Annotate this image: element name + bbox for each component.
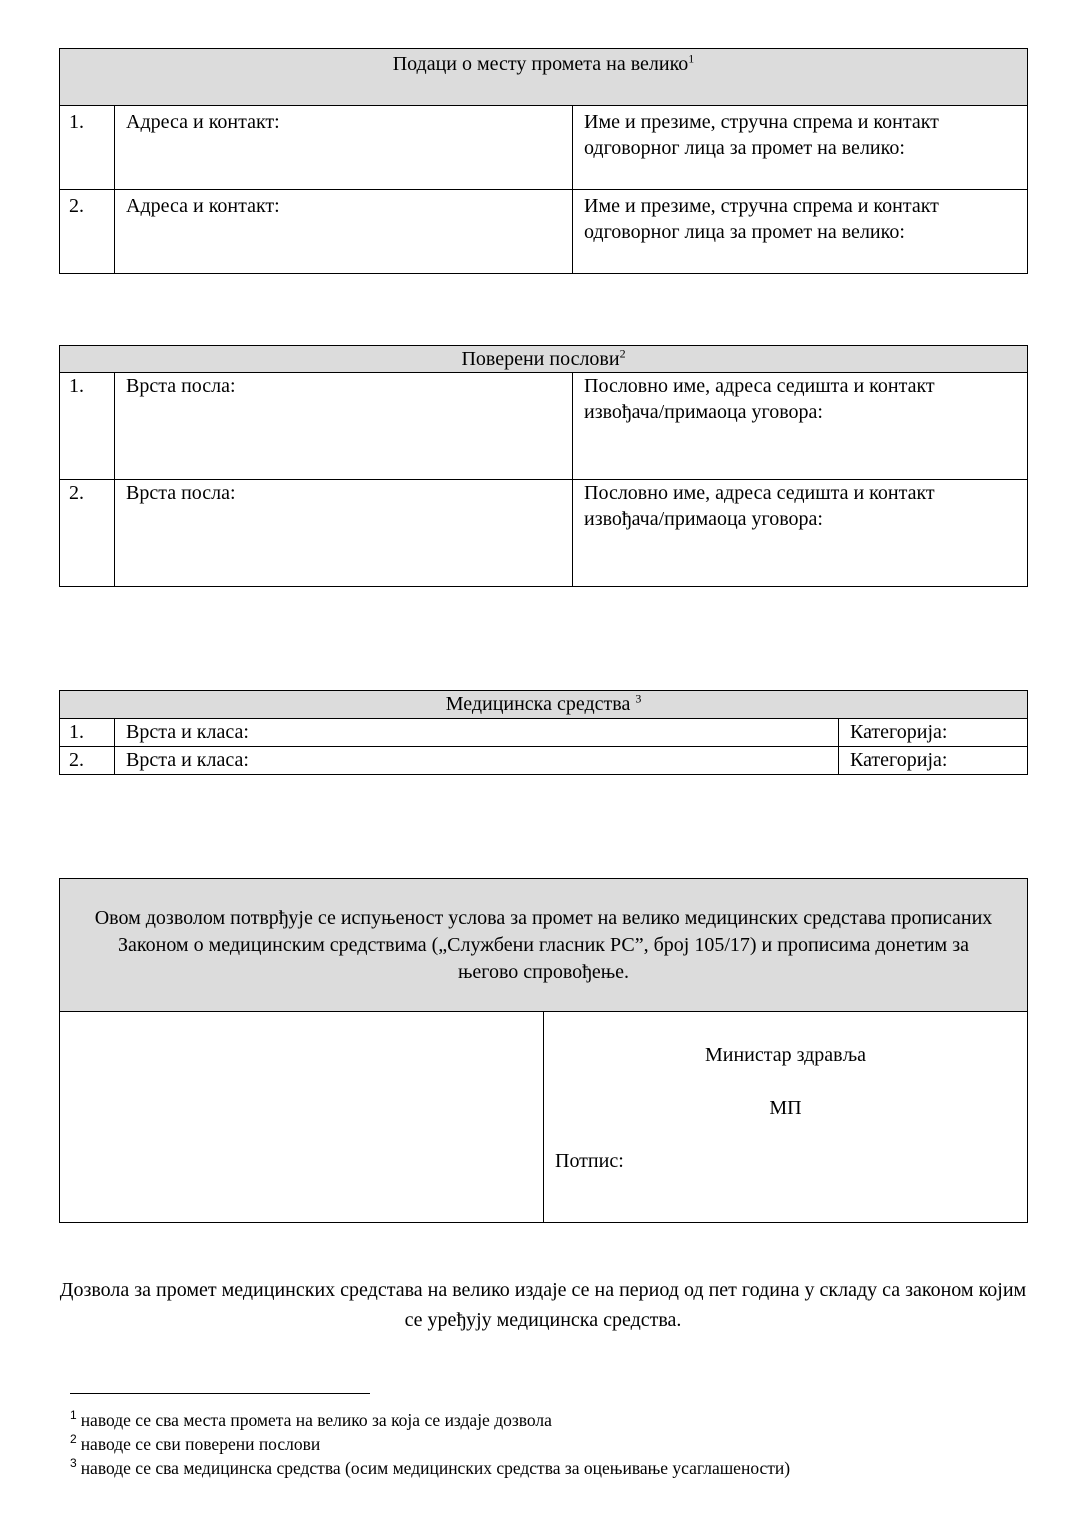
footnote	[70, 1432, 790, 1456]
row-number: 2.	[60, 190, 115, 274]
confirmation-text: Овом дозволом потврђује се испуњеност услова за промет на велико медицинских средстава прописаних Законом о медицинским средствима („Службени гласник РС”, број 105/17) и прописима донетим за његово спровођење.	[60, 879, 1028, 1012]
table-row	[60, 373, 1028, 480]
footnote-number: 1	[70, 1408, 77, 1423]
table-row	[60, 106, 1028, 190]
entrusted-jobs-table	[59, 345, 1028, 587]
table-header	[60, 346, 1028, 373]
signature-label: Потпис:	[555, 1150, 624, 1172]
footnote-ref: 3	[635, 691, 642, 706]
row-number: 2.	[60, 480, 115, 587]
type-class-field: Врста и класа:	[115, 747, 839, 775]
minister-title: Министар здравља	[704, 1044, 867, 1066]
responsible-person-field: Име и презиме, стручна спрема и контакт одговорног лица за промет на велико:	[573, 106, 1028, 190]
responsible-person-field: Име и презиме, стручна спрема и контакт одговорног лица за промет на велико:	[573, 190, 1028, 274]
table-row	[60, 719, 1028, 747]
footnote-number: 3	[70, 1456, 77, 1471]
footnote-number: 2	[70, 1432, 77, 1447]
footnote-ref: 1	[688, 51, 695, 66]
confirmation-table	[59, 878, 1028, 1223]
footnote-ref: 2	[619, 346, 626, 361]
empty-cell	[60, 1012, 544, 1223]
wholesale-places-title: Подаци о месту промета на велико	[392, 53, 689, 75]
row-number: 1.	[60, 719, 115, 747]
contractor-field: Пословно име, адреса седишта и контакт извођача/примаоца уговора:	[573, 373, 1028, 480]
address-contact-field: Адреса и контакт:	[115, 106, 573, 190]
stamp-placeholder: МП	[769, 1097, 802, 1119]
type-class-field: Врста и класа:	[115, 719, 839, 747]
closing-statement: Дозвола за промет медицинских средстава на велико издаје се на период од пет година у складу са законом којим се уређују медицинска средства.	[59, 1279, 1027, 1331]
row-number: 1.	[60, 106, 115, 190]
address-contact-field: Адреса и контакт:	[115, 190, 573, 274]
table-row	[60, 190, 1028, 274]
row-number: 2.	[60, 747, 115, 775]
wholesale-places-table	[59, 48, 1028, 274]
signature-block	[544, 1012, 1028, 1223]
contractor-field: Пословно име, адреса седишта и контакт извођача/примаоца уговора:	[573, 480, 1028, 587]
footnote-text: наводе се сва медицинска средства (осим медицинских средства за оцењивање усаглашености)	[80, 1458, 791, 1478]
medical-devices-table	[59, 690, 1028, 775]
category-field: Категорија:	[839, 747, 1028, 775]
table-row	[60, 747, 1028, 775]
footnote	[70, 1456, 790, 1480]
row-number: 1.	[60, 373, 115, 480]
table-header	[60, 691, 1028, 719]
job-type-field: Врста посла:	[115, 480, 573, 587]
footnote-divider	[70, 1393, 370, 1394]
footnote-text: наводе се сва места промета на велико за која се издаје дозвола	[80, 1410, 552, 1430]
table-header	[60, 49, 1028, 106]
category-field: Категорија:	[839, 719, 1028, 747]
footnotes	[70, 1408, 790, 1480]
medical-devices-title: Медицинска средства	[445, 693, 636, 715]
footnote-text: наводе се сви поверени послови	[80, 1434, 321, 1454]
footnote	[70, 1408, 790, 1432]
table-row	[60, 480, 1028, 587]
entrusted-jobs-title: Поверени послови	[461, 348, 620, 370]
job-type-field: Врста посла:	[115, 373, 573, 480]
